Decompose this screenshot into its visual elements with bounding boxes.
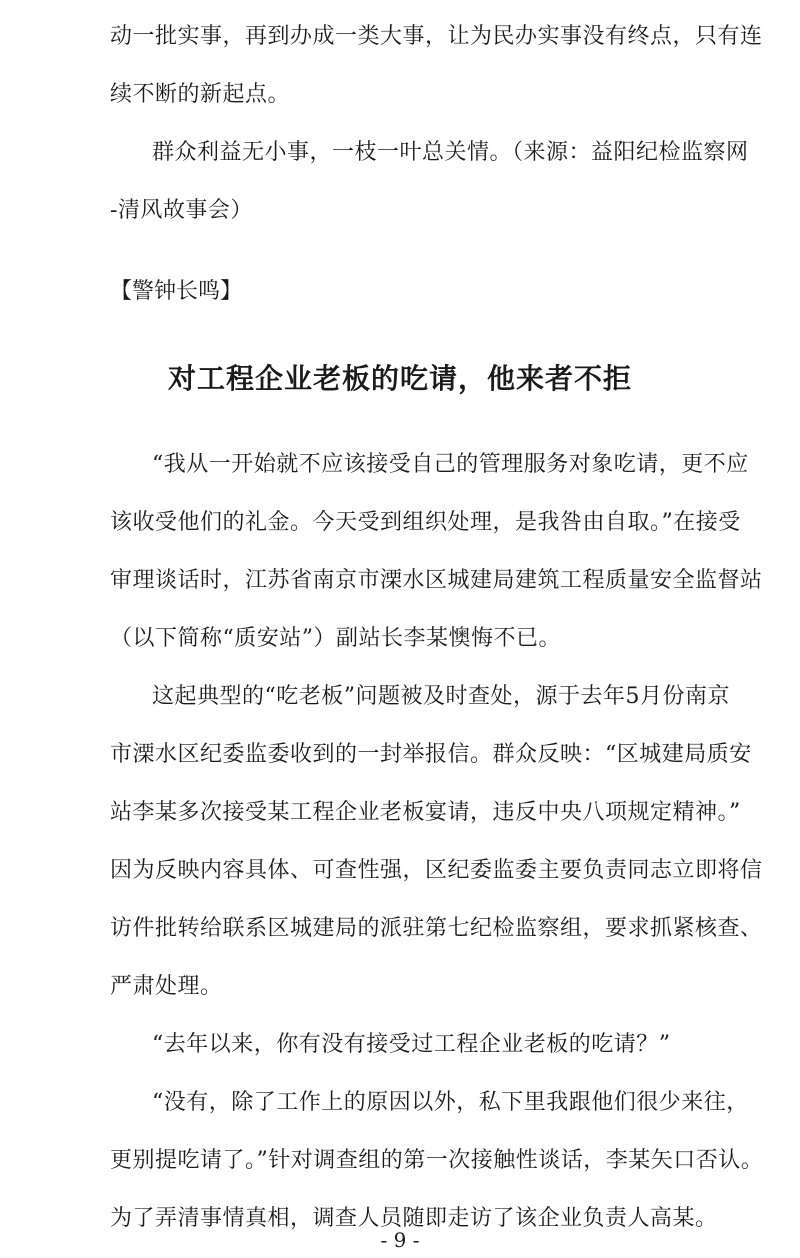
closing-line-2: -清风故事会） <box>110 198 253 223</box>
para2-line-4: 因为反映内容具体、可查性强，区纪委监委主要负责同志立即将信 <box>110 858 763 883</box>
para2-line-5: 访件批转给联系区城建局的派驻第七纪检监察组，要求抓紧核查、 <box>110 916 763 941</box>
para1-line-4: （以下简称“质安站”）副站长李某懊悔不已。 <box>110 626 561 651</box>
para2-line-3: 站李某多次接受某工程企业老板宴请，违反中央八项规定精神。” <box>110 800 741 825</box>
para2-line-2: 市溧水区纪委监委收到的一封举报信。群众反映：“区城建局质安 <box>110 742 752 767</box>
para1-line-3: 审理谈话时，江苏省南京市溧水区城建局建筑工程质量安全监督站 <box>110 568 763 593</box>
para1-line-1: “我从一开始就不应该接受自己的管理服务对象吃请，更不应 <box>152 452 749 477</box>
para2-line-1: 这起典型的“吃老板”问题被及时查处，源于去年5月份南京 <box>152 684 730 709</box>
para3-line-1: “去年以来，你有没有接受过工程企业老板的吃请？” <box>152 1032 671 1057</box>
closing-line-1: 群众利益无小事，一枝一叶总关情。（来源：益阳纪检监察网 <box>152 140 749 165</box>
para1-line-2: 该收受他们的礼金。今天受到组织处理，是我咎由自取。”在接受 <box>110 510 741 535</box>
para2-line-6: 严肃处理。 <box>110 974 223 999</box>
intro-line-2: 续不断的新起点。 <box>110 82 291 107</box>
para4-line-1: “没有，除了工作上的原因以外，私下里我跟他们很少来往， <box>152 1090 749 1115</box>
para4-line-2: 更别提吃请了。”针对调查组的第一次接触性谈话，李某矢口否认。 <box>110 1148 764 1173</box>
section-tag: 【警钟长鸣】 <box>110 279 243 304</box>
intro-line-1: 动一批实事，再到办成一类大事，让为民办实事没有终点，只有连 <box>110 24 763 49</box>
para4-line-3: 为了弄清事情真相，调查人员随即走访了该企业负责人高某。 <box>110 1206 718 1231</box>
page-number: - 9 - <box>380 1228 420 1252</box>
article-title: 对工程企业老板的吃请，他来者不拒 <box>167 362 632 395</box>
